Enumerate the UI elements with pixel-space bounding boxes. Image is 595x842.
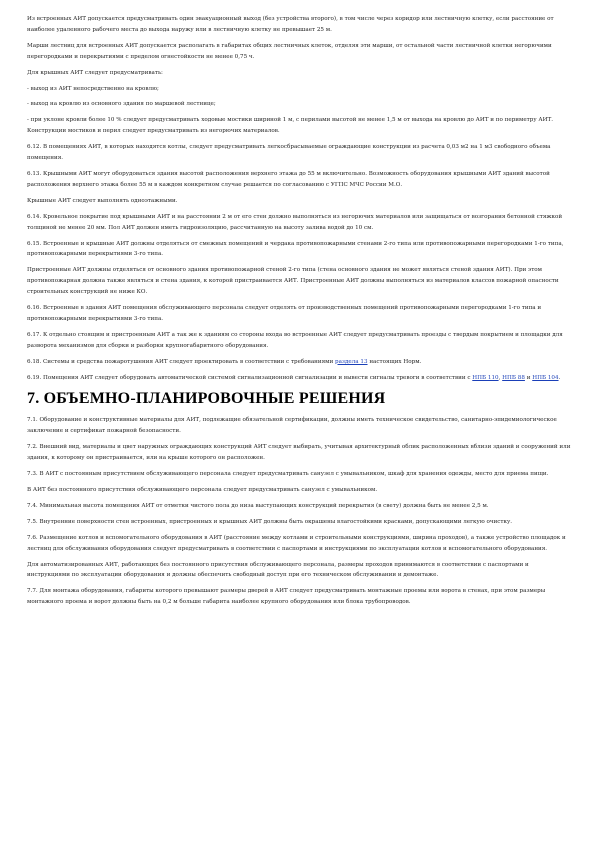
paragraph-with-link	[27, 357, 571, 368]
npb-104-link[interactable]: НПБ 104	[532, 374, 559, 381]
paragraph: 6.15. Встроенные и крышные АИТ должны отделяться от смежных помещений и чердака противопожарными стенами 2-го типа или противопожарными перегородками 1-го типа, противопожарными перекрытиями 3-го типа.	[27, 240, 564, 258]
paragraph: 7.3. В АИТ с постоянным присутствием обслуживающего персонала следует предусматривать санузел с умывальником, шкаф для хранения одежды, место для приема пищи.	[27, 471, 549, 478]
paragraph-with-links	[27, 373, 571, 384]
paragraph: Крышные АИТ следует выполнять одноэтажными.	[27, 197, 178, 204]
paragraph-text: настоящих Норм.	[369, 358, 422, 365]
npb-88-link[interactable]: НПБ 88	[502, 374, 525, 381]
paragraph-text: 6.18. Системы и средства пожаротушения АИТ следует проектировать в соответствии с требованиями	[27, 358, 334, 365]
paragraph: 6.17. К отдельно стоящим и пристроенным АИТ а так же к зданиям со стороны входа во встроенные АИТ следует предусматривать проезды с твердым покрытием и площадки для разворота механизмов для сборки и разборки крупногабаритного оборудования.	[27, 331, 563, 349]
paragraph: 7.2. Внешний вид, материалы и цвет наружных ограждающих конструкций АИТ следует выбирать, учитывая архитектурный облик расположенных вблизи зданий и сооружений или здания, к которому он пристраивается, или на крыше которого он расположен.	[27, 444, 571, 462]
paragraph: 6.12. В помещениях АИТ, в которых находятся котлы, следует предусматривать легкосбрасываемые ограждающие конструкции из расчета 0,03 м2 на 1 м3 свободного объема помещения.	[27, 144, 551, 162]
paragraph: Для крышных АИТ следует предусматривать:	[27, 69, 163, 76]
paragraph: 7.4. Минимальная высота помещения АИТ от отметки чистого пола до низа выступающих конструкций перекрытия (в свету) должна быть не менее 2,5 м.	[27, 502, 489, 509]
separator: .	[558, 374, 561, 381]
list-item: - при уклоне кровли более 10 % следует предусматривать ходовые мостики шириной 1 м, с перилами высотой не менее 1,5 м от выхода на кровлю до АИТ и по периметру АИТ. Конструкции мостиков и перил следует предусматривать из негорючих материалов.	[27, 117, 554, 135]
list-item: - выход на кровлю из основного здания по маршевой лестнице;	[27, 101, 216, 108]
paragraph: Пристроенные АИТ должны отделяться от основного здания противопожарной стеной 2-го типа (стена основного здания не может являться стеной здания АИТ). При этом противопожарная должна также являться и стена здания, к которой пристраивается АИТ. Пристроенные АИТ должны выполняться из материалов классов пожарной опасности строительных конструкций не ниже КО.	[27, 267, 559, 296]
section-heading: 7. ОБЪЕМНО-ПЛАНИРОВОЧНЫЕ РЕШЕНИЯ	[27, 390, 386, 408]
paragraph: 7.5. Внутренние поверхности стен встроенных, пристроенных и крышных АИТ должны быть окрашены влагостойкими красками, допускающими легкую очистку.	[27, 518, 513, 525]
paragraph: Марши лестниц для встроенных АИТ допускается располагать в габаритах общих лестничных клеток, отделяя эти марши, от остальной части лестничной клетки негорючими перегородками и перекрытиями с пределом огнестойкости не менее 0,75 ч.	[27, 42, 552, 60]
npb-110-link[interactable]: НПБ 110	[472, 374, 499, 381]
paragraph: 7.6. Размещение котлов и вспомогательного оборудования в АИТ (расстояние между котлами и строительными конструкциями, ширина проходов), а также устройство площадок и лестниц для обслуживания оборудования следует предусматривать в соответствии с паспортами и инструкциями по эксплуатации котлов и вспомогательного оборудования.	[27, 534, 566, 552]
paragraph: 6.14. Кровельное покрытие под крышными АИТ и на расстоянии 2 м от его стен должно выполняться из негорючих материалов или защищаться от возгорания бетонной стяжкой толщиной не менее 20 мм. Пол АИТ должен иметь гидроизоляцию, рассчитанную на высоту залива водой до 10 см.	[27, 213, 563, 231]
document-body	[27, 14, 571, 608]
paragraph: Для автоматизированных АИТ, работающих без постоянного присутствия обслуживающего персонала, размеры проходов принимаются в соответствии с паспортами и инструкциями по эксплуатации оборудования и должны обеспечить свободный доступ при его техническом обслуживании и демонтаже.	[27, 561, 529, 579]
paragraph: 7.7. Для монтажа оборудования, габариты которого превышают размеры дверей в АИТ следует предусматривать монтажные проемы или ворота в стенах, при этом размеры монтажного проема и ворот должны быть на 0,2 м больше габарита наиболее крупного оборудования или блока трубопроводов.	[27, 588, 546, 606]
paragraph-text: 6.19. Помещения АИТ следует оборудовать автоматической системой сигнализационной сигнализации и вывести сигналы тревоги в соответствии с	[27, 374, 471, 381]
section-13-link[interactable]: раздела 13	[335, 358, 368, 365]
paragraph: В АИТ без постоянного присутствия обслуживающего персонала следует предусматривать санузел с умывальником.	[27, 487, 378, 493]
paragraph: 6.16. Встроенные в здания АИТ помещения обслуживающего персонала следует отделять от производственных помещений противопожарными перегородками 1-го типа и противопожарными перекрытиями 3-го типа.	[27, 305, 542, 322]
paragraph: 6.13. Крышными АИТ могут оборудоваться здания высотой расположения верхнего этажа до 55 м включительно. Возможность оборудования крышными АИТ зданий высотой расположения верхнего этажа более 55 м в каждом конкретном случае решается по согласованию с УГПС МЧС России М.О.	[27, 170, 550, 188]
paragraph: Из встроенных АИТ допускается предусматривать один эвакуационный выход (без устройства второго), в том числе через коридор или лестничную клетку, если расстояние от наиболее удаленного рабочего места до выхода наружу или в лестничную клетку не превышает 25 м.	[27, 16, 554, 33]
paragraph: 7.1. Оборудование и конструктивные материалы для АИТ, подлежащие обязательной сертификации, должны иметь техническое свидетельство, санитарно-эпидемиологическое заключение и сертификат пожарной безопасности.	[27, 417, 557, 435]
separator: ,	[498, 374, 501, 381]
list-item: - выход из АИТ непосредственно на кровлю;	[27, 85, 159, 92]
separator: и	[526, 374, 531, 381]
